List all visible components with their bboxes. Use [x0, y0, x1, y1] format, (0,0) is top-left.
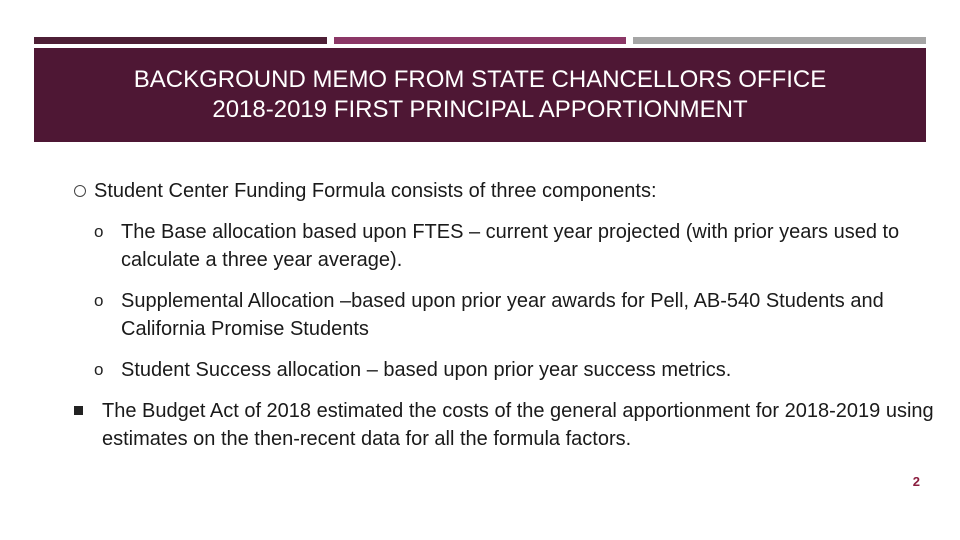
slide-title-line-2: 2018-2019 FIRST PRINCIPAL APPORTIONMENT	[212, 96, 748, 123]
page-number: 2	[912, 474, 920, 489]
sub-bullet-supplemental-allocation	[94, 287, 924, 343]
sub-bullet-text: Supplemental Allocation –based upon prior year awards for Pell, AB-540 Students and California Promise Students	[121, 290, 884, 340]
hollow-circle-bullet-icon	[74, 185, 86, 197]
sub-bullet-marker: o	[94, 222, 104, 241]
budget-act-bullet-text: The Budget Act of 2018 estimated the costs of the general apportionment for 2018-2019 using estimates on the then-recent data for all the formula factors.	[102, 400, 934, 450]
sub-bullet-marker: o	[94, 360, 104, 379]
slide-title-line-1: BACKGROUND MEMO FROM STATE CHANCELLORS OFFICE	[133, 66, 827, 93]
sub-bullet-text: The Base allocation based upon FTES – current year projected (with prior years used to calculate a three year average).	[121, 221, 900, 271]
sub-bullet-base-allocation	[94, 218, 924, 274]
main-bullet-point	[74, 177, 934, 205]
sub-bullet-text: Student Success allocation – based upon prior year success metrics.	[121, 359, 732, 381]
square-bullet-icon	[74, 406, 83, 415]
main-bullet-text: Student Center Funding Formula consists of three components:	[94, 180, 657, 202]
sub-bullet-marker: o	[94, 291, 104, 310]
sub-bullet-student-success-allocation	[94, 356, 924, 384]
budget-act-bullet-point	[74, 397, 934, 453]
